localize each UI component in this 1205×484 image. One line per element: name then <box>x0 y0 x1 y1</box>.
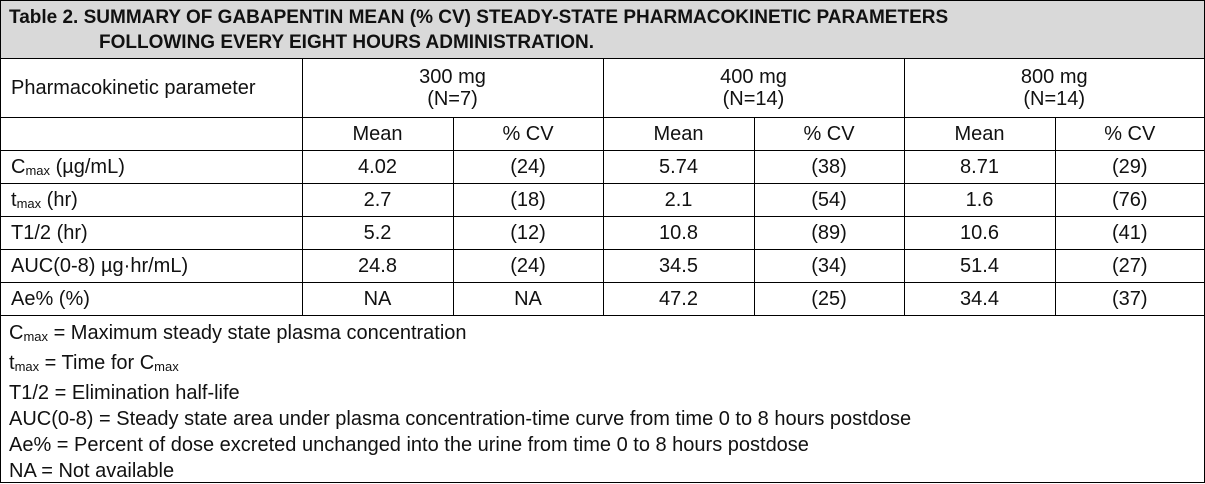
table-title <box>1 1 1204 59</box>
value-cell: NA <box>453 283 603 316</box>
dose-n: (N=14) <box>722 88 785 110</box>
dose-header-300 <box>302 59 603 118</box>
value-cell: 34.4 <box>904 283 1055 316</box>
dose-n: (N=7) <box>427 88 478 110</box>
value-cell: (37) <box>1055 283 1204 316</box>
value-cell: (76) <box>1055 184 1204 217</box>
param-cell: $C_{max}$ (µg/mL) <box>1 151 302 184</box>
dose-header-800 <box>904 59 1204 118</box>
table-row <box>1 283 1204 316</box>
value-cell: (41) <box>1055 217 1204 250</box>
cv-header: % CV <box>453 118 603 151</box>
value-cell: 47.2 <box>603 283 754 316</box>
dose-label: 400 mg <box>720 66 787 88</box>
mean-header: Mean <box>904 118 1055 151</box>
cv-header: % CV <box>754 118 904 151</box>
value-cell: 4.02 <box>302 151 453 184</box>
empty-header-cell <box>1 118 302 151</box>
param-cell: $t_{max}$ (hr) <box>1 184 302 217</box>
param-cell: T1/2 (hr) <box>1 217 302 250</box>
table-row <box>1 217 1204 250</box>
value-cell: (29) <box>1055 151 1204 184</box>
value-cell: NA <box>302 283 453 316</box>
table-row <box>1 250 1204 283</box>
table-row <box>1 184 1204 217</box>
param-header: Pharmacokinetic parameter <box>1 59 302 118</box>
footnote: Ae% = Percent of dose excreted unchanged into the urine from time 0 to 8 hours postdose <box>9 434 809 456</box>
title-line-1: Table 2. SUMMARY OF GABAPENTIN MEAN (% CV) STEADY-STATE PHARMACOKINETIC PARAMETERS <box>9 7 949 28</box>
value-cell: 10.8 <box>603 217 754 250</box>
pk-table <box>1 59 1204 316</box>
value-cell: (12) <box>453 217 603 250</box>
dose-label: 800 mg <box>1020 66 1088 88</box>
value-cell: (38) <box>754 151 904 184</box>
value-cell: (89) <box>754 217 904 250</box>
table-footnotes <box>1 316 1204 484</box>
footnote: AUC(0-8) = Steady state area under plasma concentration-time curve from time 0 to 8 hours postdose <box>9 408 912 430</box>
value-cell: 5.2 <box>302 217 453 250</box>
value-cell: (24) <box>453 151 603 184</box>
footnote: NA = Not available <box>9 460 175 482</box>
param-cell: Ae% (%) <box>1 283 302 316</box>
value-cell: (25) <box>754 283 904 316</box>
value-cell: 51.4 <box>904 250 1055 283</box>
mean-header: Mean <box>302 118 453 151</box>
value-cell: (34) <box>754 250 904 283</box>
cv-header: % CV <box>1055 118 1204 151</box>
value-cell: (27) <box>1055 250 1204 283</box>
value-cell: (24) <box>453 250 603 283</box>
value-cell: 1.6 <box>904 184 1055 217</box>
value-cell: 5.74 <box>603 151 754 184</box>
dose-header-400 <box>603 59 904 118</box>
footnote: T1/2 = Elimination half-life <box>9 382 240 404</box>
value-cell: 34.5 <box>603 250 754 283</box>
value-cell: (18) <box>453 184 603 217</box>
param-cell: AUC(0-8) µg·hr/mL) <box>1 250 302 283</box>
table-row <box>1 151 1204 184</box>
value-cell: 2.1 <box>603 184 754 217</box>
value-cell: 8.71 <box>904 151 1055 184</box>
value-cell: 24.8 <box>302 250 453 283</box>
header-row-stats <box>1 118 1204 151</box>
title-line-2: FOLLOWING EVERY EIGHT HOURS ADMINISTRATION. <box>99 32 595 53</box>
dose-n: (N=14) <box>1023 88 1086 110</box>
header-row-doses <box>1 59 1204 118</box>
value-cell: 10.6 <box>904 217 1055 250</box>
mean-header: Mean <box>603 118 754 151</box>
value-cell: 2.7 <box>302 184 453 217</box>
value-cell: (54) <box>754 184 904 217</box>
footnote: $C_{max}$ = Maximum steady state plasma concentration <box>9 322 467 344</box>
footnote: $t_{max}$ = Time for $C_{max}$ <box>9 352 179 374</box>
dose-label: 300 mg <box>419 66 486 88</box>
